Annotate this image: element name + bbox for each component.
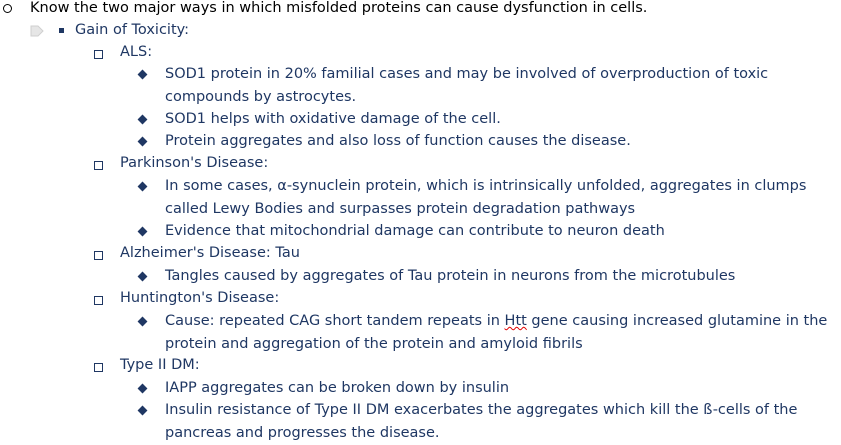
diamond-bullet-icon [138,272,148,282]
diamond-bullet-icon [138,317,148,327]
square-bullet-icon [59,28,64,33]
dm-bullet-1: IAPP aggregates can be broken down by insulin [165,380,510,396]
diamond-bullet-icon [138,137,148,147]
hd-bullet-1a-post: gene causing increased glutamine in the [526,313,828,329]
heading-text: Know the two major ways in which misfolded proteins can cause dysfunction in cells. [30,0,648,16]
diamond-bullet-icon [138,115,148,125]
ad-title: Alzheimer's Disease: Tau [120,245,300,261]
als-bullet-1a: SOD1 protein in 20% familial cases and may be involved of overproduction of toxic [165,66,769,82]
pd-title: Parkinson's Disease: [120,155,269,171]
dm-bullet-2b: pancreas and progresses the disease. [165,425,440,441]
hd-bullet-1b: protein and aggregation of the protein and amyloid fibrils [165,336,583,352]
checkbox-bullet-icon [94,296,103,305]
gain-heading: Gain of Toxicity: [75,22,190,38]
diamond-bullet-icon [138,227,148,237]
hd-bullet-1a-pre: Cause: repeated CAG short tandem repeats in [165,313,505,329]
als-title: ALS: [120,44,153,60]
ad-bullet-1: Tangles caused by aggregates of Tau protein in neurons from the microtubules [165,268,736,284]
dm-bullet-2a: Insulin resistance of Type II DM exacerbates the aggregates which kill the ß-cells of the [165,402,798,418]
als-bullet-3: Protein aggregates and also loss of function causes the disease. [165,133,631,149]
pd-bullet-1b: called Lewy Bodies and surpasses protein degradation pathways [165,201,636,217]
dm-title: Type II DM: [120,357,200,373]
spelling-error-word[interactable]: Htt [504,313,527,329]
als-bullet-1b: compounds by astrocytes. [165,89,357,105]
hd-bullet-1a [165,310,827,332]
checkbox-bullet-icon [94,50,103,59]
checkbox-bullet-icon [94,251,103,260]
pd-bullet-2: Evidence that mitochondrial damage can contribute to neuron death [165,223,665,239]
diamond-bullet-icon [138,384,148,394]
diamond-bullet-icon [138,406,148,416]
hd-title: Huntington's Disease: [120,290,280,306]
pd-bullet-1a: In some cases, α-synuclein protein, which is intrinsically unfolded, aggregates in clumps [165,178,807,194]
diamond-bullet-icon [138,182,148,192]
checkbox-bullet-icon [94,363,103,372]
diamond-bullet-icon [138,70,148,80]
checkbox-bullet-icon [94,161,103,170]
als-bullet-2: SOD1 helps with oxidative damage of the cell. [165,111,501,127]
drag-handle-icon[interactable] [30,25,44,37]
outline-bullet-icon [3,4,12,13]
